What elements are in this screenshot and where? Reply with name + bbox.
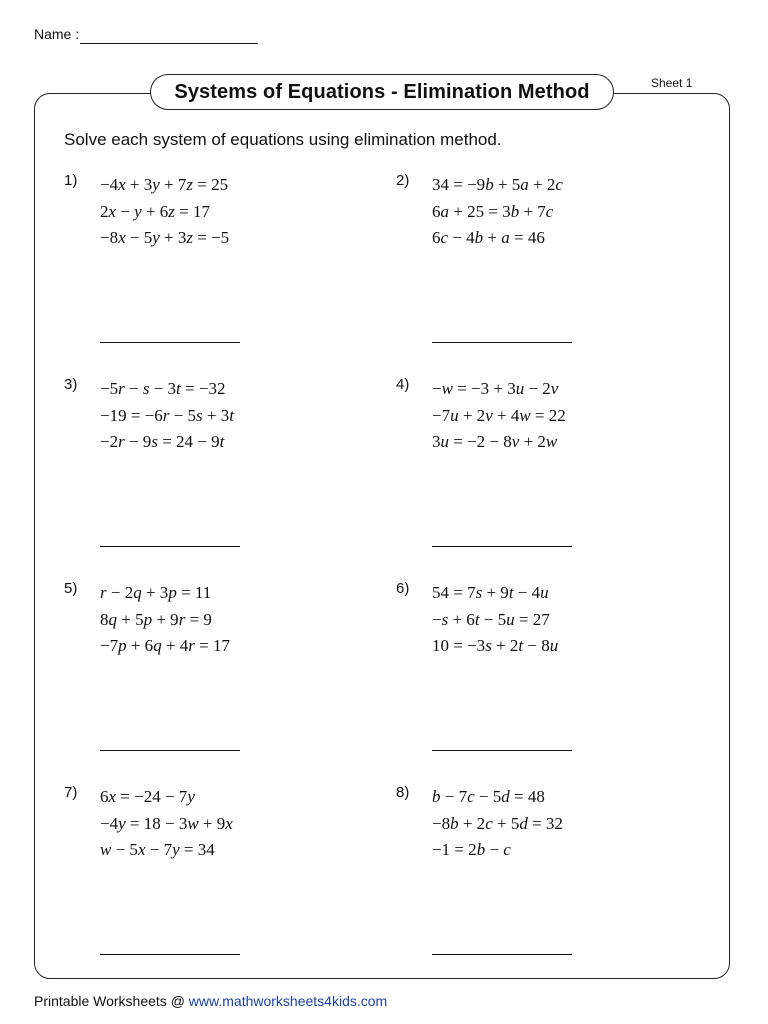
equation: −w = −3 + 3u − 2v	[432, 379, 559, 398]
footer	[34, 993, 387, 1009]
instruction-text: Solve each system of equations using elimination method.	[64, 130, 502, 149]
worksheet-title: Systems of Equations - Elimination Method	[150, 74, 614, 110]
sheet-label: Sheet 1	[651, 76, 693, 90]
equation-system	[100, 172, 229, 252]
footer-prefix: Printable Worksheets @	[34, 993, 189, 1009]
equation: 6c − 4b + a = 46	[432, 228, 545, 247]
answer-line[interactable]	[432, 750, 572, 751]
equation-system	[432, 376, 566, 456]
equation-system	[100, 376, 234, 456]
equation: −4y = 18 − 3w + 9x	[100, 813, 233, 833]
problem-number: 1)	[64, 172, 78, 189]
equation: −1 = 2b − c	[432, 840, 511, 859]
answer-line[interactable]	[100, 750, 240, 751]
equation: 8q + 5p + 9r = 9	[100, 609, 212, 629]
footer-link[interactable]: www.mathworksheets4kids.com	[188, 993, 388, 1009]
equation: r − 2q + 3p = 11	[100, 583, 212, 602]
equation: 54 = 7s + 9t − 4u	[432, 583, 549, 602]
equation: 3u = −2 − 8v + 2w	[432, 432, 558, 451]
problem-number: 5)	[64, 580, 78, 597]
name-label: Name :	[34, 26, 80, 42]
answer-line[interactable]	[432, 342, 572, 343]
equation: 34 = −9b + 5a + 2c	[432, 175, 563, 194]
answer-line[interactable]	[432, 954, 572, 955]
equation-system	[432, 172, 563, 252]
equation: −8x − 5y + 3z = −5	[100, 228, 230, 247]
answer-line[interactable]	[100, 954, 240, 955]
equation: −5r − s − 3t = −32	[100, 379, 226, 398]
problem-number: 7)	[64, 784, 78, 801]
equation: −8b + 2c + 5d = 32	[432, 813, 563, 833]
equation: 2x − y + 6z = 17	[100, 201, 210, 221]
equation: 10 = −3s + 2t − 8u	[432, 636, 559, 655]
equation-system	[432, 784, 563, 864]
equation: w − 5x − 7y = 34	[100, 840, 215, 859]
equation-system	[432, 580, 558, 660]
equation: 6a + 25 = 3b + 7c	[432, 201, 554, 221]
problem-number: 3)	[64, 376, 78, 393]
answer-line[interactable]	[432, 546, 572, 547]
answer-line[interactable]	[100, 546, 240, 547]
equation: −s + 6t − 5u = 27	[432, 609, 550, 629]
problem-number: 4)	[396, 376, 410, 393]
equation-system	[100, 784, 233, 864]
equation: −19 = −6r − 5s + 3t	[100, 405, 234, 425]
equation: −7u + 2v + 4w = 22	[432, 405, 566, 425]
problem-number: 8)	[396, 784, 410, 801]
equation: 6x = −24 − 7y	[100, 787, 195, 806]
problem-number: 2)	[396, 172, 410, 189]
equation: −2r − 9s = 24 − 9t	[100, 432, 225, 451]
equation: −7p + 6q + 4r = 17	[100, 636, 230, 655]
equation: b − 7c − 5d = 48	[432, 787, 545, 806]
name-blank-line[interactable]	[80, 43, 258, 44]
equation: −4x + 3y + 7z = 25	[100, 175, 229, 194]
equation-system	[100, 580, 230, 660]
answer-line[interactable]	[100, 342, 240, 343]
problem-number: 6)	[396, 580, 410, 597]
